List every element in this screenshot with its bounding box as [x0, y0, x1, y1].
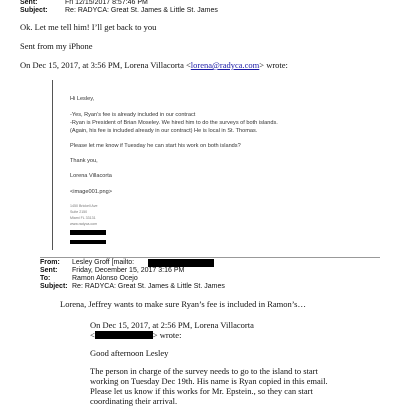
quote-intro-post: > wrote: [259, 60, 288, 70]
quote-intro-email-link[interactable]: lorena@radyca.com [190, 60, 260, 70]
email1-body-line2: Sent from my iPhone [20, 41, 93, 51]
quote-bar-1 [52, 80, 53, 250]
redaction-email-address [148, 259, 214, 267]
header-divider [40, 257, 380, 258]
email2-to-row [40, 275, 138, 283]
address-line2: Suite 2150 [70, 210, 88, 214]
subject-value: Re: RADYCA: Great St. James & Little St. James [65, 7, 218, 14]
from-label: From: [40, 259, 60, 266]
quoted2-intro-line1: On Dec 15, 2017, at 2:56 PM, Lorena Villacorta [90, 320, 254, 330]
quoted2-p4: coordinating their arrival. [90, 396, 178, 406]
quoted2-p1: The person in charge of the survey needs to go to the island to start [90, 366, 318, 376]
email1-sent-row [20, 0, 148, 7]
quoted2-greeting: Good afternoon Lesley [90, 348, 169, 358]
redaction-block-2 [70, 240, 106, 244]
address-line3: Miami FL 33131 [70, 216, 96, 220]
sent-label: Sent: [20, 0, 38, 6]
address-line4: www.radyca.com [70, 222, 98, 226]
email2-from-row [40, 259, 135, 267]
sent-value: Fri 12/15/2017 8:57:46 PM [65, 0, 148, 6]
subject-label: Subject: [20, 7, 48, 14]
address-line1: 1450 Brickell Ave [70, 204, 98, 208]
redaction-block-1 [70, 230, 106, 235]
sent2-label: Sent: [40, 267, 58, 274]
email1-quote-intro [20, 60, 288, 70]
quoted2-p2: working on Tuesday Dec 19th. His name is Ryan copied in this email. [90, 376, 328, 386]
quoted1-thanks: Thank you, [70, 158, 98, 164]
to-label: To: [40, 275, 51, 282]
from-value: Lesley Groff [mailto: [72, 259, 135, 266]
email1-body-line1: Ok. Let me tell him! I’ll get back to you [20, 22, 157, 32]
subject2-value: Re: RADYCA: Great St. James & Little St. James [72, 283, 225, 290]
email2-sent-row [40, 267, 185, 275]
quote-intro-pre: On Dec 15, 2017, at 3:56 PM, Lorena Villacorta < [20, 60, 191, 70]
quoted1-line4: Please let me know if Tuesday he can start his work on both islands? [70, 143, 241, 149]
redaction-sender-email [95, 331, 153, 339]
to-value: Ramon Alonso Ocejo [72, 275, 138, 282]
quoted1-image-ref: <image001.png> [70, 189, 112, 195]
email1-subject-row [20, 7, 218, 15]
email2-body-line: Lorena, Jeffrey wants to make sure Ryan’s fee is included in Ramon’s… [60, 299, 306, 309]
subject2-label: Subject: [40, 283, 68, 290]
quoted1-signature: Lorena Villacorta [70, 173, 112, 179]
quoted1-greeting: Hi Lesley, [70, 96, 95, 102]
quoted2-intro-open: < [90, 330, 95, 340]
sent2-value: Friday, December 15, 2017 3:16 PM [72, 267, 185, 274]
quoted2-intro-line2 [90, 330, 181, 340]
quoted2-p3: Please let us know if this works for Mr. Epstein., so they can start [90, 386, 313, 396]
quoted1-line2: -Ryan is President of Brian Moseley. We hired him to do the surveys of both islands. [70, 120, 278, 126]
quoted2-intro-close: > wrote: [152, 330, 182, 340]
quoted1-line1: -Yes, Ryan’s fee is already included in our contract [70, 112, 196, 118]
quoted1-line3: (Again, his fee is included already in our contract) He is local in St. Thomas. [70, 128, 258, 134]
email2-subject-row [40, 283, 225, 291]
